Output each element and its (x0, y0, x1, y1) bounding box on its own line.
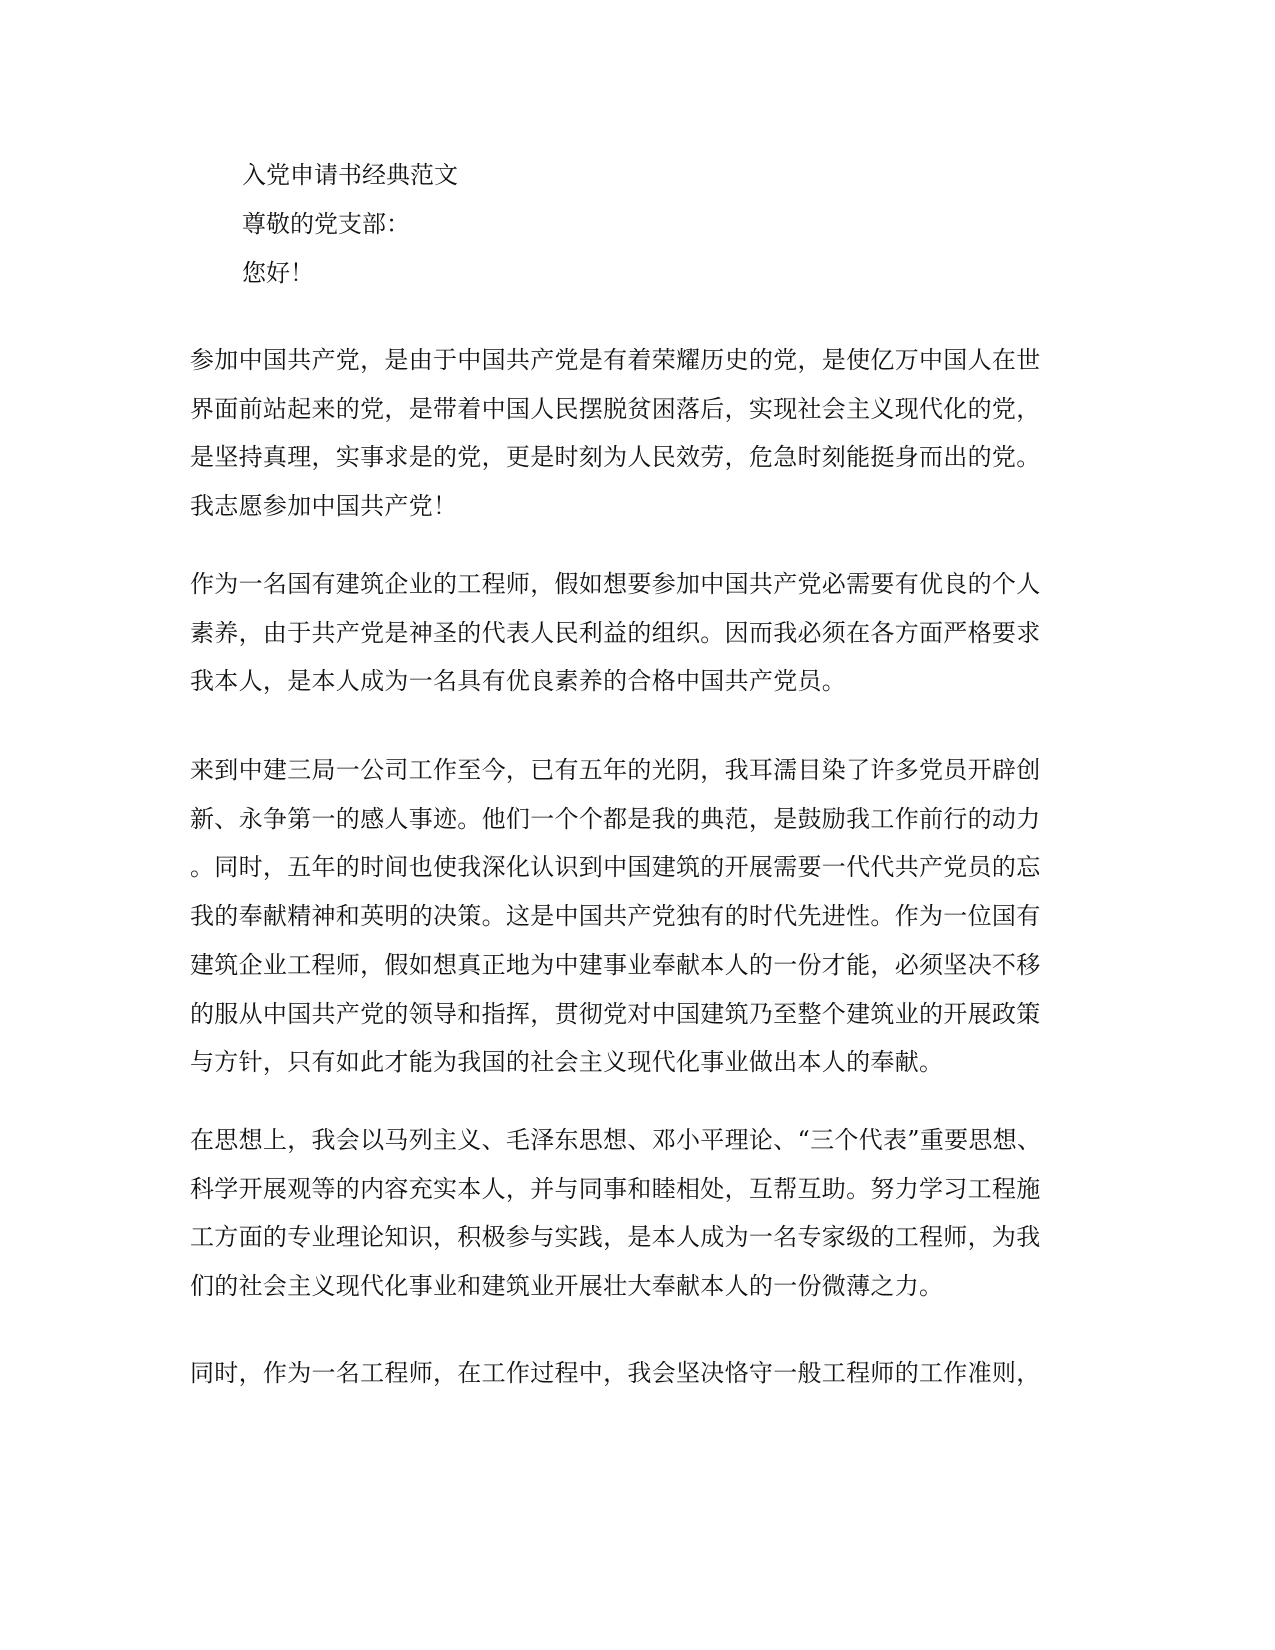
paragraph-line: 建筑企业工程师，假如想真正地为中建事业奉献本人的一份才能，必须坚决不移 (190, 950, 1041, 979)
paragraph-line: 界面前站起来的党，是带着中国人民摆脱贫困落后，实现社会主义现代化的党， (190, 394, 1041, 423)
paragraph-line: 是坚持真理，实事求是的党，更是时刻为人民效劳，危急时刻能挺身而出的党。 (190, 443, 1041, 472)
paragraph-line: 在思想上，我会以马列主义、毛泽东思想、邓小平理论、“三个代表”重要思想、 (190, 1126, 1042, 1154)
paragraph-line: 新、永争第一的感人事迹。他们一个个都是我的典范，是鼓励我工作前行的动力 (190, 804, 1041, 833)
paragraph-1 (190, 336, 1070, 531)
greeting: 您好！ (242, 259, 314, 287)
paragraph-line: 。同时，五年的时间也使我深化认识到中国建筑的开展需要一代代共产党员的忘 (190, 853, 1041, 882)
paragraph-line: 我本人，是本人成为一名具有优良素养的合格中国共产党员。 (190, 667, 847, 696)
paragraph-line: 我志愿参加中国共产党！ (190, 492, 458, 521)
paragraph-line: 科学开展观等的内容充实本人，并与同事和睦相处，互帮互助。努力学习工程施 (190, 1174, 1041, 1203)
paragraph-line: 参加中国共产党，是由于中国共产党是有着荣耀历史的党，是使亿万中国人在世 (190, 346, 1041, 374)
paragraph-line: 我的奉献精神和英明的决策。这是中国共产党独有的时代先进性。作为一位国有 (190, 902, 1041, 931)
paragraph-line: 素养，由于共产党是神圣的代表人民利益的组织。因而我必须在各方面严格要求 (190, 618, 1041, 647)
paragraph-5 (190, 1349, 1070, 1398)
paragraph-4 (190, 1116, 1070, 1311)
document-title: 入党申请书经典范文 (242, 161, 458, 189)
paragraph-line: 同时，作为一名工程师，在工作过程中，我会坚决恪守一般工程师的工作准则， (190, 1359, 1041, 1387)
paragraph-line: 工方面的专业理论知识，积极参与实践，是本人成为一名专家级的工程师，为我 (190, 1223, 1041, 1252)
paragraph-line: 的服从中国共产党的领导和指挥，贯彻党对中国建筑乃至整个建筑业的开展政策 (190, 999, 1041, 1028)
paragraph-2 (190, 560, 1070, 706)
paragraph-line: 来到中建三局一公司工作至今，已有五年的光阴，我耳濡目染了许多党员开辟创 (190, 756, 1041, 784)
salutation: 尊敬的党支部： (242, 210, 410, 238)
paragraph-line: 们的社会主义现代化事业和建筑业开展壮大奉献本人的一份微薄之力。 (190, 1272, 944, 1301)
paragraph-line: 与方针，只有如此才能为我国的社会主义现代化事业做出本人的奉献。 (190, 1048, 944, 1077)
paragraph-3 (190, 746, 1070, 1087)
paragraph-line: 作为一名国有建筑企业的工程师，假如想要参加中国共产党必需要有优良的个人 (190, 570, 1041, 598)
